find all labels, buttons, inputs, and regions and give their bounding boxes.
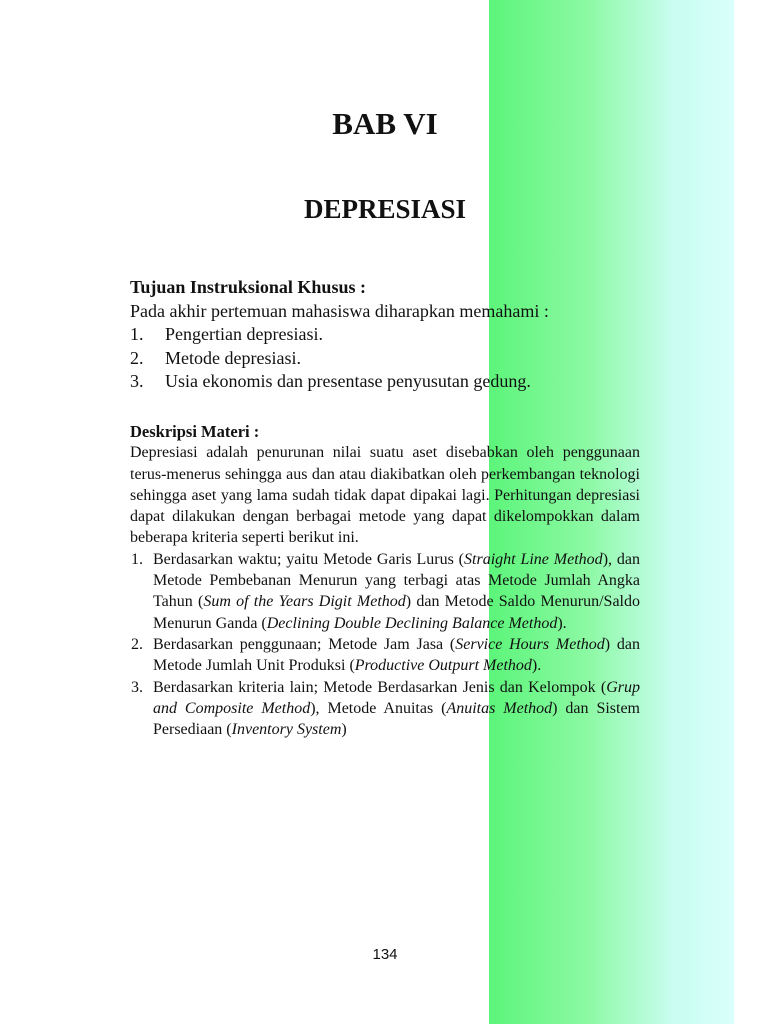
italic-term: Productive Outpurt Method — [354, 657, 532, 675]
italic-term: Grup and Composite Method — [153, 678, 640, 717]
objectives-section — [130, 276, 640, 394]
italic-term: Declining Double Declining Balance Method — [266, 614, 558, 632]
list-item — [130, 370, 640, 394]
list-text — [153, 677, 640, 741]
list-number: 1. — [130, 324, 144, 344]
italic-term: Sum of the Years Digit Method — [203, 593, 406, 611]
objectives-intro: Pada akhir pertemuan mahasiswa diharapkan memahami : — [130, 300, 549, 321]
text-run: ) — [341, 721, 347, 739]
text-run: ), Metode Anuitas ( — [310, 699, 447, 717]
italic-term: Inventory System — [231, 721, 342, 739]
list-item — [130, 347, 640, 371]
objectives-list — [130, 323, 640, 394]
list-text: Pengertian depresiasi. — [165, 324, 323, 344]
page-number: 134 — [372, 946, 398, 963]
list-text — [153, 634, 640, 677]
list-item — [130, 677, 640, 741]
list-item — [130, 634, 640, 677]
list-number: 2. — [130, 347, 144, 368]
italic-term: Straight Line Method — [464, 550, 603, 568]
text-run: ). — [531, 657, 542, 675]
list-text: Metode depresiasi. — [165, 347, 301, 368]
text-run: Berdasarkan penggunaan; Metode Jam Jasa ( — [153, 635, 456, 653]
chapter-heading: BAB VI — [332, 106, 438, 141]
description-heading: Deskripsi Materi : — [130, 422, 260, 441]
italic-term: Service Hours Method — [455, 635, 605, 653]
list-number: 1. — [131, 550, 143, 568]
text-run: ) dan Sistem Persediaan ( — [153, 699, 641, 739]
text-run: Berdasarkan kriteria lain; Metode Berdasarkan Jenis dan Kelompok ( — [153, 678, 607, 696]
text-run: ) dan Metode Jumlah Unit Produksi ( — [153, 635, 640, 675]
objectives-heading: Tujuan Instruksional Khusus : — [130, 277, 366, 297]
list-item — [130, 549, 640, 634]
list-text: Usia ekonomis dan presentase penyusutan gedung. — [165, 371, 531, 391]
text-run: ), dan Metode Pembebanan Menurun yang terbagi atas Metode Jumlah Angka Tahun ( — [153, 550, 641, 611]
list-text — [153, 549, 640, 634]
list-number: 3. — [130, 371, 144, 391]
page-content — [130, 0, 640, 1024]
text-run: ) dan Metode Saldo Menurun/Saldo Menurun Ganda ( — [153, 593, 641, 632]
text-run: Berdasarkan waktu; yaitu Metode Garis Lurus ( — [153, 550, 465, 568]
italic-term: Anuitas Method — [446, 699, 553, 717]
chapter-title: DEPRESIASI — [303, 194, 467, 224]
description-section — [130, 421, 640, 740]
description-paragraph: Depresiasi adalah penurunan nilai suatu aset disebabkan oleh penggunaan terus-menerus sehingga aus dan atau diakibatkan oleh perkembangan teknologi sehingga aset yang lama sudah tidak dapat dipakai lagi. Perhitungan depresiasi dapat dilakukan dengan berbagai metode yang dapat dikelompokkan dalam beberapa kriteria seperti berikut ini. — [130, 444, 640, 547]
list-item — [130, 323, 640, 347]
text-run: ). — [557, 614, 567, 632]
method-criteria-list — [130, 549, 640, 741]
list-number: 2. — [131, 635, 143, 653]
list-number: 3. — [131, 678, 143, 696]
page-right-margin — [734, 0, 768, 1024]
